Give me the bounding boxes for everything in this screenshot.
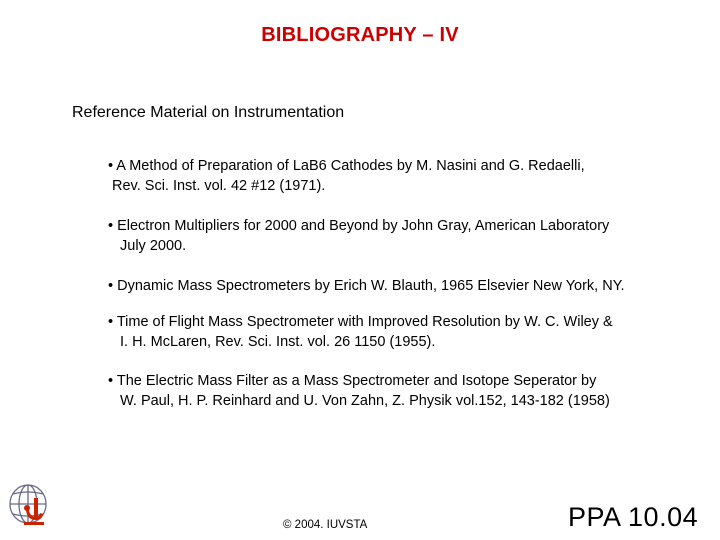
reference-line-1: • Electron Multipliers for 2000 and Beyond by John Gray, American Laboratory: [108, 218, 610, 234]
reference-line-2: Rev. Sci. Inst. vol. 42 #12 (1971).: [112, 178, 326, 194]
reference-item: [108, 216, 609, 256]
reference-item: [108, 276, 625, 296]
reference-line-1: • Time of Flight Mass Spectrometer with Improved Resolution by W. C. Wiley &: [108, 314, 613, 330]
reference-line-1: • Dynamic Mass Spectrometers by Erich W. Blauth, 1965 Elsevier New York, NY.: [108, 278, 625, 294]
slide-title: BIBLIOGRAPHY – IV: [261, 24, 459, 46]
slide-code: PPA 10.04: [568, 502, 699, 532]
reference-item: [108, 312, 613, 352]
reference-item: [108, 371, 610, 411]
reference-item: [108, 156, 585, 196]
reference-line-2: W. Paul, H. P. Reinhard and U. Von Zahn, Z. Physik vol.152, 143-182 (1958): [120, 393, 610, 409]
reference-line-1: • The Electric Mass Filter as a Mass Spectrometer and Isotope Seperator by: [108, 373, 597, 389]
reference-line-1: • A Method of Preparation of LaB6 Cathodes by M. Nasini and G. Redaelli,: [108, 158, 585, 174]
reference-line-2: I. H. McLaren, Rev. Sci. Inst. vol. 26 1150 (1955).: [120, 334, 436, 350]
copyright-footer: © 2004. IUVSTA: [283, 519, 368, 531]
section-heading: Reference Material on Instrumentation: [72, 104, 345, 121]
reference-line-2: July 2000.: [120, 238, 187, 254]
iuvsta-globe-logo-icon: [6, 480, 54, 532]
